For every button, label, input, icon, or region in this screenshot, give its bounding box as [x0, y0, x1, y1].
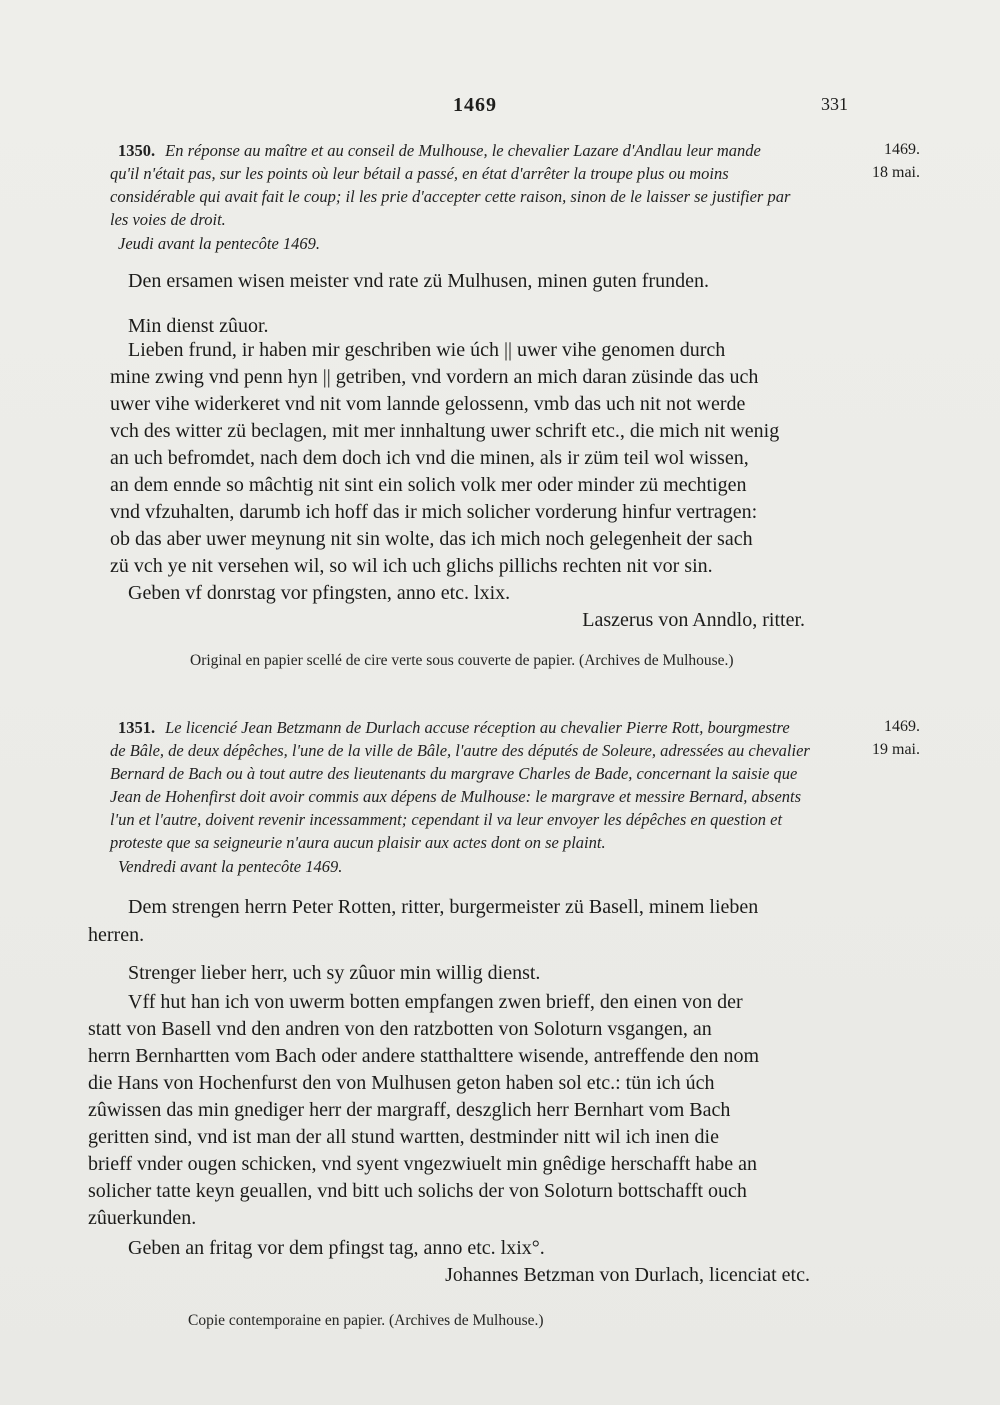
entry-1350-text-line: mine zwing vnd penn hyn || getriben, vnd vordern an mich daran züsinde das uch [110, 366, 759, 388]
entry-1351-margin-day: 19 mai. [872, 741, 920, 758]
entry-1351-summary-line-1: 1351. Le licencié Jean Betzmann de Durlach accuse réception au chevalier Pierre Rott, bourgmestre [118, 718, 790, 737]
entry-1350-summary-line-4: les voies de droit. [110, 210, 226, 229]
entry-1350-text-line: an uch befromdet, nach dem doch ich vnd die minen, als ir züm teil wol wissen, [110, 447, 749, 469]
running-header-year: 1469 [453, 94, 497, 116]
entry-1351-text-line: herrn Bernhartten vom Bach oder andere statthalttere wisende, antreffende den nom [88, 1045, 760, 1067]
entry-number: 1351. [118, 718, 156, 737]
entry-1351-address-line-1: Dem strengen herrn Peter Rotten, ritter, burgermeister zü Basell, minem lieben [128, 896, 759, 918]
entry-1350-address: Den ersamen wisen meister vnd rate zü Mulhusen, minen guten frunden. [128, 270, 709, 292]
entry-1350-summary-line-2: qu'il n'était pas, sur les points où leur bétail a passé, en état d'arrêter la troupe plus ou moins [110, 164, 729, 183]
entry-1351-text-line: die Hans von Hochenfurst den von Mulhusen geton haben sol etc.: tün ich úch [88, 1072, 715, 1094]
entry-1350-summary-line-3: considérable qui avait fait le coup; il les prie d'accepter cette raison, sinon de le laisser se justifier par [110, 187, 791, 206]
entry-1351-text-line: zûuerkunden. [88, 1207, 197, 1229]
entry-1351-text-line: Vff hut han ich von uwerm botten empfangen zwen brieff, den einen von der [128, 991, 743, 1013]
entry-1350-text-line: uwer vihe widerkeret vnd nit vom lannde gelossenn, vmb das uch nit not werde [110, 393, 746, 415]
entry-1350-text-line: vch des witter zü beclagen, mit mer innhaltung uwer schrift etc., die mich nit wenig [110, 420, 780, 442]
entry-1350-margin-year: 1469. [884, 141, 920, 158]
entry-1351-text-line: zûwissen das min gnediger herr der margraff, deszglich herr Bernhart vom Bach [88, 1099, 731, 1121]
entry-1350-greeting: Min dienst zûuor. [128, 315, 269, 337]
entry-1351-dating: Vendredi avant la pentecôte 1469. [118, 857, 343, 876]
entry-1350-text-line: Lieben frund, ir haben mir geschriben wie úch || uwer vihe genomen durch [128, 339, 726, 361]
entry-1351-text-line: brieff vnder ougen schicken, vnd syent vngezwiuelt min gnêdige herschafft habe an [88, 1153, 758, 1175]
entry-1351-text-line: solicher tatte keyn geuallen, vnd bitt uch solichs der von Soloturn bottschafft ouch [88, 1180, 747, 1202]
entry-1351-address-line-2: herren. [88, 924, 145, 946]
entry-1350-text-line: ob das aber uwer meynung nit sin wolte, das ich mich noch gelegenheit der sach [110, 528, 753, 550]
entry-1350-text-line: zü vch ye nit versehen wil, so wil ich uch glichs pillichs rechten nit vor sin. [110, 555, 713, 577]
entry-1351-summary-line-5: l'un et l'autre, doivent revenir incessamment; cependant il va leur envoyer les dépêches en question et [110, 810, 783, 829]
page-number: 331 [821, 94, 848, 114]
entry-1351-text-line: Geben an fritag vor dem pfingst tag, anno etc. lxix°. [128, 1237, 545, 1259]
entry-1351-summary-line-6: proteste que sa seigneurie n'aura aucun plaisir aux actes dont on se plaint. [110, 833, 606, 852]
entry-1351-text-line: statt von Basell vnd den andren von den ratzbotten von Soloturn vsgangen, an [88, 1018, 712, 1040]
entry-1350-text-line: vnd vfzuhalten, darumb ich hoff das ir mich solicher vorderung hinfur vertragen: [110, 501, 758, 523]
entry-1351-source-note: Copie contemporaine en papier. (Archives de Mulhouse.) [188, 1312, 544, 1329]
entry-1351-greeting: Strenger lieber herr, uch sy zûuor min willig dienst. [128, 962, 541, 984]
entry-number: 1350. [118, 141, 156, 160]
entry-1351-summary-line-2: de Bâle, de deux dépêches, l'une de la ville de Bâle, l'autre des députés de Soleure, adressées au chevalier [110, 741, 810, 760]
entry-1350-text-line: an dem ennde so mâchtig nit sint ein solich volk mer oder minder zü mechtigen [110, 474, 747, 496]
entry-1350-summary-line-1: 1350. En réponse au maître et au conseil de Mulhouse, le chevalier Lazare d'Andlau leur mande [118, 141, 761, 160]
entry-1350-text-line: Geben vf donrstag vor pfingsten, anno etc. lxix. [128, 582, 511, 604]
entry-1351-margin-year: 1469. [884, 718, 920, 735]
entry-1350-margin-day: 18 mai. [872, 164, 920, 181]
entry-1350-dating: Jeudi avant la pentecôte 1469. [118, 234, 321, 253]
entry-1351-summary-line-3: Bernard de Bach ou à tout autre des lieutenants du margrave Charles de Bade, concernant la saisie que [110, 764, 798, 783]
entry-1350-source-note: Original en papier scellé de cire verte sous couverte de papier. (Archives de Mulhouse.) [190, 652, 734, 669]
entry-1351-signature: Johannes Betzman von Durlach, licenciat etc. [445, 1264, 810, 1286]
entry-1350-signature: Laszerus von Anndlo, ritter. [582, 609, 805, 631]
entry-1351-summary-line-4: Jean de Hohenfirst doit avoir commis aux dépens de Mulhouse: le margrave et messire Bernard, absents [110, 787, 802, 806]
entry-1351-text-line: geritten sind, vnd ist man der all stund wartten, destminder nitt wil ich inen die [88, 1126, 719, 1148]
